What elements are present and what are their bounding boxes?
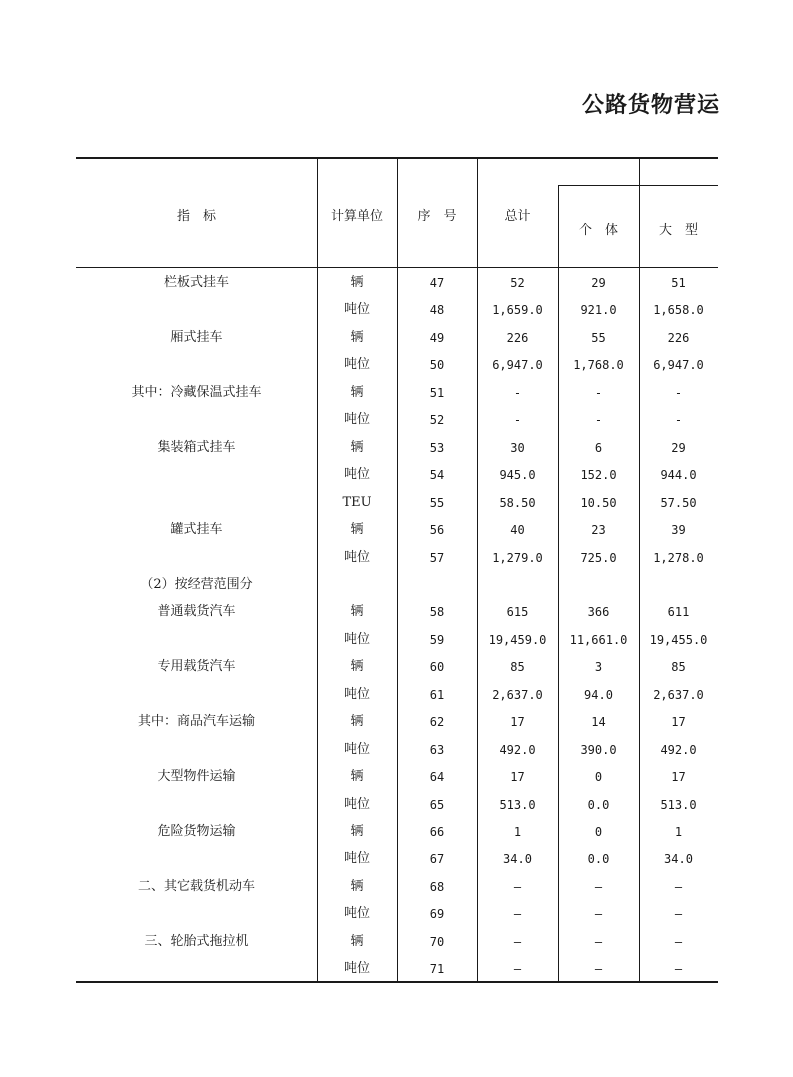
row-individual: 0.0 [587, 798, 610, 812]
row-individual: 94.0 [584, 688, 613, 702]
row-seq: 56 [429, 523, 445, 537]
row-seq: 63 [429, 743, 445, 757]
row-unit: 辆 [350, 385, 364, 400]
row-individual: 152.0 [580, 468, 617, 482]
row-seq: 54 [429, 468, 445, 482]
row-indicator [76, 685, 317, 705]
row-indicator: 专用载货汽车 [157, 659, 236, 674]
row-large: – [674, 880, 683, 894]
row-large: 611 [667, 605, 690, 619]
row-unit: TEU [342, 495, 372, 510]
subheader-rule [558, 185, 718, 186]
row-unit: 辆 [350, 522, 364, 537]
row-total: – [513, 880, 522, 894]
row-indicator: 危险货物运输 [157, 824, 236, 839]
row-seq: 58 [429, 605, 445, 619]
row-unit: 辆 [350, 769, 364, 784]
row-individual: 23 [591, 523, 606, 537]
page-title: 公路货物营运 [581, 93, 720, 118]
row-large: 39 [671, 523, 686, 537]
row-total [477, 575, 558, 595]
row-total: - [513, 413, 522, 427]
row-unit: 吨位 [343, 851, 370, 866]
row-seq: 62 [429, 715, 445, 729]
row-individual: 0.0 [587, 852, 610, 866]
row-indicator: 栏板式挂车 [163, 275, 229, 290]
row-seq: 49 [429, 331, 445, 345]
row-seq: 47 [429, 276, 445, 290]
row-seq: 51 [429, 386, 445, 400]
row-large: 492.0 [660, 743, 697, 757]
row-large: – [674, 935, 683, 949]
row-individual: 921.0 [580, 303, 617, 317]
row-large: 1 [674, 825, 683, 839]
row-unit: 吨位 [343, 302, 370, 317]
row-total: - [513, 386, 522, 400]
row-seq: 55 [429, 496, 445, 510]
row-individual: 0 [594, 770, 603, 784]
row-seq: 60 [429, 660, 445, 674]
row-indicator: 其中：商品汽车运输 [137, 714, 255, 729]
row-individual: – [594, 880, 603, 894]
row-indicator [76, 548, 317, 568]
row-total: 52 [510, 276, 525, 290]
row-individual: 6 [594, 441, 603, 455]
row-indicator [76, 795, 317, 815]
row-individual: 10.50 [580, 496, 617, 510]
row-seq: 48 [429, 303, 445, 317]
row-unit: 辆 [350, 879, 364, 894]
header-unit: 计算单位 [330, 209, 383, 224]
row-total: 19,459.0 [488, 633, 547, 647]
row-indicator: 集装箱式挂车 [157, 440, 236, 455]
row-total: – [513, 935, 522, 949]
row-total: 85 [510, 660, 525, 674]
row-unit: 辆 [350, 330, 364, 345]
row-total: 2,637.0 [492, 688, 543, 702]
row-seq: 53 [429, 441, 445, 455]
row-indicator [76, 300, 317, 320]
row-unit: 吨位 [343, 467, 370, 482]
row-individual: 29 [591, 276, 606, 290]
row-seq: 71 [429, 962, 445, 976]
row-large: 1,278.0 [653, 551, 704, 565]
row-total: 226 [506, 331, 529, 345]
row-total: 1,659.0 [492, 303, 543, 317]
row-seq: 61 [429, 688, 445, 702]
row-large: – [674, 907, 683, 921]
row-unit: 吨位 [343, 550, 370, 565]
row-large: 51 [671, 276, 686, 290]
row-seq: 59 [429, 633, 445, 647]
row-unit: 吨位 [343, 687, 370, 702]
row-total: 1,279.0 [492, 551, 543, 565]
row-large: 2,637.0 [653, 688, 704, 702]
row-total: 6,947.0 [492, 358, 543, 372]
row-seq: 66 [429, 825, 445, 839]
row-indicator: 普通载货汽车 [157, 604, 236, 619]
row-indicator [76, 959, 317, 979]
row-large: 29 [671, 441, 686, 455]
row-individual: 1,768.0 [573, 358, 624, 372]
row-individual: 0 [594, 825, 603, 839]
row-total: 513.0 [499, 798, 536, 812]
row-unit: 吨位 [343, 632, 370, 647]
row-total: 58.50 [499, 496, 536, 510]
row-large: 19,455.0 [649, 633, 708, 647]
row-seq: 68 [429, 880, 445, 894]
header-indicator: 指 标 [176, 209, 216, 224]
row-unit: 辆 [350, 659, 364, 674]
row-large: 17 [671, 770, 686, 784]
row-indicator: （2）按经营范围分 [140, 577, 253, 592]
row-large: 34.0 [664, 852, 693, 866]
row-indicator: 其中：冷藏保温式挂车 [131, 385, 262, 400]
row-total: – [513, 962, 522, 976]
row-large: – [674, 962, 683, 976]
header-large: 大 型 [658, 223, 698, 238]
row-unit: 辆 [350, 604, 364, 619]
row-unit: 吨位 [343, 412, 370, 427]
table-bottom-rule [76, 981, 718, 983]
row-unit: 吨位 [343, 742, 370, 757]
row-individual: 366 [587, 605, 610, 619]
row-unit: 吨位 [343, 961, 370, 976]
row-individual: 725.0 [580, 551, 617, 565]
row-large: 17 [671, 715, 686, 729]
row-seq: 50 [429, 358, 445, 372]
row-total: 34.0 [503, 852, 532, 866]
row-seq: 52 [429, 413, 445, 427]
row-total: 17 [510, 715, 525, 729]
row-individual: 3 [594, 660, 603, 674]
row-large: 1,658.0 [653, 303, 704, 317]
row-individual: - [594, 413, 603, 427]
header-total: 总计 [504, 209, 531, 224]
row-indicator [76, 904, 317, 924]
row-unit: 辆 [350, 440, 364, 455]
row-seq: 57 [429, 551, 445, 565]
row-unit [317, 575, 397, 595]
row-unit: 辆 [350, 275, 364, 290]
row-total: 945.0 [499, 468, 536, 482]
row-indicator [76, 493, 317, 513]
row-individual: 14 [591, 715, 606, 729]
row-total: 1 [513, 825, 522, 839]
row-total: – [513, 907, 522, 921]
row-seq: 69 [429, 907, 445, 921]
row-indicator [76, 849, 317, 869]
row-seq: 70 [429, 935, 445, 949]
row-indicator [76, 630, 317, 650]
row-large: 513.0 [660, 798, 697, 812]
row-seq [397, 575, 477, 595]
row-large: 226 [667, 331, 690, 345]
row-large [639, 575, 718, 595]
row-unit: 辆 [350, 824, 364, 839]
row-individual: 55 [591, 331, 606, 345]
row-indicator: 三、轮胎式拖拉机 [144, 934, 249, 949]
row-large: - [674, 413, 683, 427]
row-unit: 辆 [350, 714, 364, 729]
row-large: - [674, 386, 683, 400]
row-total: 17 [510, 770, 525, 784]
row-total: 30 [510, 441, 525, 455]
row-indicator [76, 355, 317, 375]
row-large: 944.0 [660, 468, 697, 482]
row-individual [558, 575, 639, 595]
header-individual: 个 体 [578, 223, 618, 238]
row-seq: 64 [429, 770, 445, 784]
row-large: 85 [671, 660, 686, 674]
row-individual: 390.0 [580, 743, 617, 757]
row-individual: – [594, 962, 603, 976]
row-individual: - [594, 386, 603, 400]
row-total: 492.0 [499, 743, 536, 757]
row-unit: 吨位 [343, 357, 370, 372]
row-indicator [76, 465, 317, 485]
row-total: 40 [510, 523, 525, 537]
row-large: 6,947.0 [653, 358, 704, 372]
row-indicator [76, 740, 317, 760]
row-individual: 11,661.0 [569, 633, 628, 647]
row-large: 57.50 [660, 496, 697, 510]
row-unit: 辆 [350, 934, 364, 949]
data-table [76, 157, 718, 983]
row-total: 615 [506, 605, 529, 619]
row-indicator: 大型物件运输 [157, 769, 236, 784]
row-indicator: 二、其它载货机动车 [137, 879, 255, 894]
row-indicator: 罐式挂车 [170, 522, 223, 537]
row-indicator [76, 410, 317, 430]
row-seq: 67 [429, 852, 445, 866]
row-unit: 吨位 [343, 906, 370, 921]
header-seq: 序 号 [417, 209, 457, 224]
row-seq: 65 [429, 798, 445, 812]
row-individual: – [594, 935, 603, 949]
row-individual: – [594, 907, 603, 921]
row-indicator: 厢式挂车 [170, 330, 223, 345]
row-unit: 吨位 [343, 797, 370, 812]
